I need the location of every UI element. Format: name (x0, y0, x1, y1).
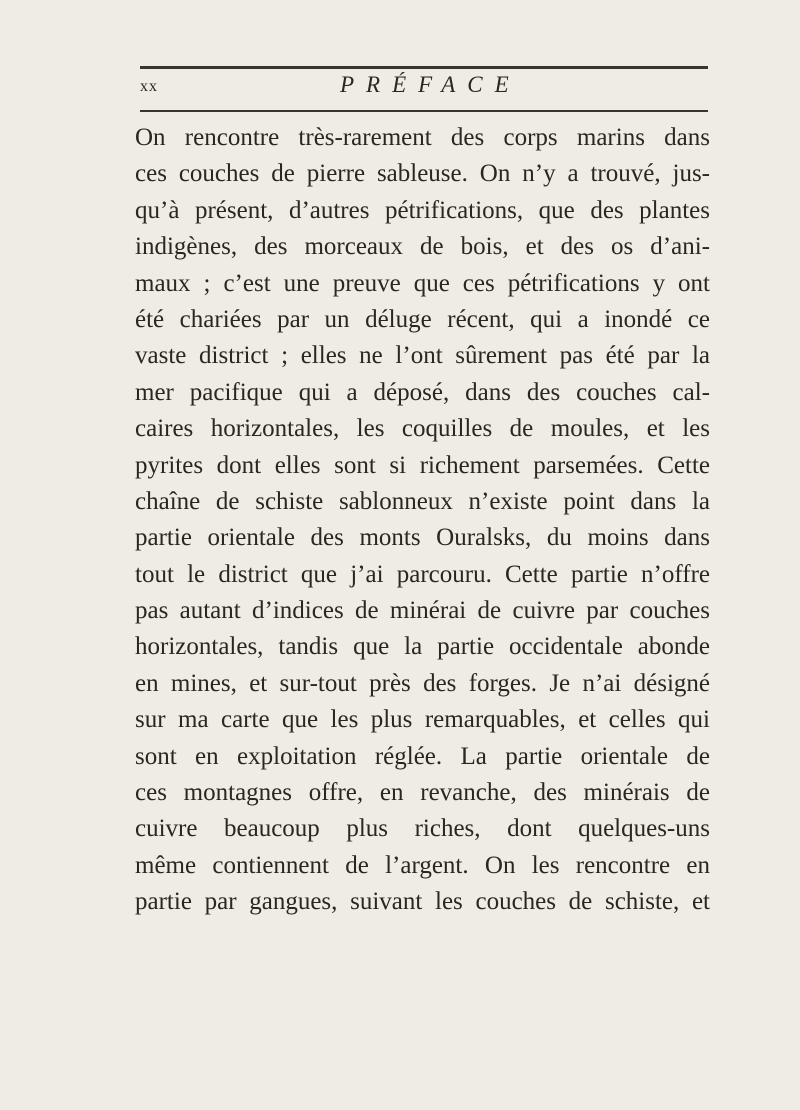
text-line: chaîne de schiste sablonneux n’existe point dans la (135, 487, 710, 515)
text-line: indigènes, des morceaux de bois, et des os d’ani- (135, 233, 710, 261)
text-line: pyrites dont elles sont si richement parsemées. Cette (135, 451, 710, 479)
text-line: qu’à présent, d’autres pétrifications, que des plantes (135, 196, 710, 224)
text-line: ces montagnes offre, en revanche, des minérais de (135, 779, 710, 807)
text-line: sont en exploitation réglée. La partie orientale de (135, 742, 710, 770)
text-line: On rencontre très-rarement des corps marins dans (135, 124, 710, 151)
text-line: en mines, et sur-tout près des forges. Je n’ai désigné (135, 669, 710, 697)
text-line: maux ; c’est une preuve que ces pétrifications y ont (135, 269, 710, 297)
text-line: tout le district que j’ai parcouru. Cette partie n’offre (135, 560, 710, 588)
body-text (135, 120, 710, 921)
text-line: horizontales, tandis que la partie occidentale abonde (135, 633, 710, 661)
text-line: sur ma carte que les plus remarquables, et celles qui (135, 706, 710, 734)
text-line: ces couches de pierre sableuse. On n’y a trouvé, jus- (135, 160, 710, 188)
text-line: caires horizontales, les coquilles de moules, et les (135, 415, 710, 443)
text-line: partie par gangues, suivant les couches de schiste, et (135, 888, 710, 916)
text-line: cuivre beaucoup plus riches, dont quelques-uns (135, 815, 710, 843)
page-number: xx (140, 78, 158, 95)
text-line: pas autant d’indices de minérai de cuivre par couches (135, 597, 710, 625)
header-bottom-rule (140, 110, 708, 112)
page-header (140, 72, 708, 102)
text-line: même contiennent de l’argent. On les rencontre en (135, 851, 710, 879)
header-top-rule (140, 66, 708, 69)
text-line: été chariées par un déluge récent, qui a inondé ce (135, 305, 710, 333)
text-line: vaste district ; elles ne l’ont sûrement pas été par la (135, 342, 710, 370)
running-title: PRÉFACE (340, 72, 521, 97)
text-line: partie orientale des monts Ouralsks, du moins dans (135, 524, 710, 552)
text-line: mer pacifique qui a déposé, dans des couches cal- (135, 378, 710, 406)
